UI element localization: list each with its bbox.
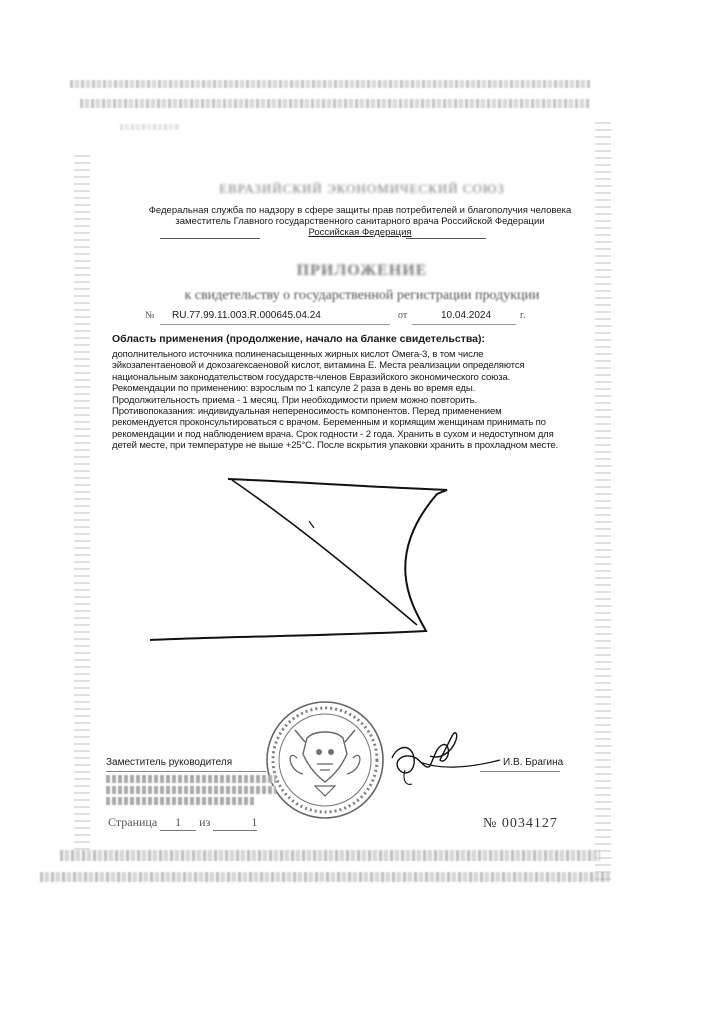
body-paragraph: Противопоказания: индивидуальная непереносимость компонентов. Перед применением рекомендуется проконсультироваться с врачом. Беременным и кормящим женщинам принимать по рекомендации и под наблюдением врача. Срок годности - 2 года. Хранить в сухом и недоступном для детей месте, при температуре не выше +25°С. После вскрытия упаковки хранить в прохладном месте.	[112, 406, 559, 452]
security-print-band	[60, 850, 600, 861]
page-current: 1	[160, 815, 196, 831]
cert-date-label: от	[398, 310, 408, 321]
page-total: 1	[213, 815, 257, 831]
signature-line-right	[480, 771, 560, 772]
appendix-subtitle: к свидетельству о государственной регистрации продукции	[184, 288, 540, 303]
page-counter	[108, 815, 257, 831]
security-print-band	[40, 872, 610, 882]
page-of-label: из	[199, 815, 211, 829]
body-paragraph: Рекомендации по применению: взрослым по 1 капсуле 2 раза в день во время еды. Продолжительность приема - 1 месяц. При необходимости прием можно повторить.	[112, 383, 478, 406]
union-heading: ЕВРАЗИЙСКИЙ ЭКОНОМИЧЕСКИЙ СОЮЗ	[219, 181, 505, 196]
agency-line-1: Федеральная служба по надзору в сфере защиты прав потребителей и благополучия человека	[148, 205, 572, 216]
agency-line-2: заместитель Главного государственного санитарного врача Российской Федерации	[175, 216, 545, 227]
cert-date: 10.04.2024	[441, 310, 492, 321]
cert-number: RU.77.99.11.003.R.000645.04.24	[172, 310, 321, 321]
page-label: Страница	[108, 815, 158, 829]
form-serial-number: № 0034127	[483, 816, 558, 831]
country-name: Российская Федерация	[308, 227, 412, 238]
blurred-fine-print	[106, 775, 276, 805]
cert-year-suffix: г.	[520, 310, 526, 321]
signer-position: Заместитель руководителя	[106, 757, 233, 768]
signer-name: И.В. Брагина	[503, 757, 564, 768]
section-title: Область применения (продолжение, начало на бланке свидетельства):	[112, 333, 485, 345]
body-paragraph: дополнительного источника полиненасыщенных жирных кислот Омега-3, в том числе эйкозапентаеновой и докозагексаеновой кислот, витамина Е. Места реализации определяются национальным законодательством государств-членов Евразийского экономического союза.	[112, 349, 525, 383]
appendix-heading: ПРИЛОЖЕНИЕ	[296, 262, 428, 279]
cert-number-label: №	[145, 310, 155, 321]
signature-line-left	[106, 771, 266, 772]
